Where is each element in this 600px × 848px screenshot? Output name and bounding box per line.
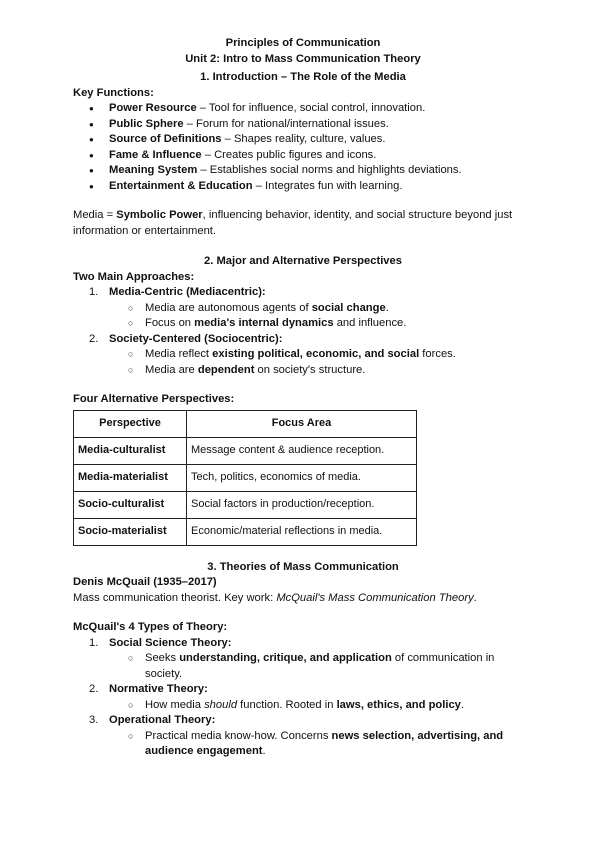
theory-types-list: [73, 636, 533, 760]
section-2-heading: 2. Major and Alternative Perspectives: [204, 255, 402, 267]
list-item: ● Source of Definitions – Shapes reality, culture, values.: [73, 132, 533, 148]
list-item: ○ Focus on media's internal dynamics and influence.: [109, 316, 533, 332]
table-row: [74, 491, 417, 518]
section-1-heading: 1. Introduction – The Role of the Media: [200, 71, 406, 83]
list-item: ○ Media are autonomous agents of social change.: [109, 301, 533, 317]
list-item: 1. Media-Centric (Mediacentric): ○ Media are autonomous agents of social change. ○ Focus on media's internal dynamics and influence.: [73, 285, 533, 332]
list-item: ○ How media should function. Rooted in laws, ethics, and policy.: [109, 698, 533, 714]
perspectives-table: [73, 410, 417, 546]
list-item: ● Fame & Influence – Creates public figures and icons.: [73, 148, 533, 164]
table-cell: Tech, politics, economics of media.: [187, 464, 417, 491]
list-item: 2. Society-Centered (Sociocentric): ○ Media reflect existing political, economic, and social forces. ○ Media are dependent on society's structure.: [73, 332, 533, 379]
list-item: 2. Normative Theory: ○ How media should function. Rooted in laws, ethics, and policy.: [73, 682, 533, 713]
list-item: ● Power Resource – Tool for influence, social control, innovation.: [73, 101, 533, 117]
table-header-row: [74, 410, 417, 437]
list-item: ● Public Sphere – Forum for national/international issues.: [73, 117, 533, 133]
list-item: ○ Media are dependent on society's structure.: [109, 363, 533, 379]
key-functions-list: [73, 101, 533, 194]
two-approaches-label: Two Main Approaches:: [73, 270, 195, 283]
document-page: [73, 36, 533, 760]
table-cell: Media-culturalist: [74, 437, 187, 464]
section-3-heading: 3. Theories of Mass Communication: [207, 560, 399, 573]
table-cell: Socio-culturalist: [74, 491, 187, 518]
table-row: [74, 464, 417, 491]
table-row: [74, 437, 417, 464]
list-item: ● Entertainment & Education – Integrates fun with learning.: [73, 179, 533, 195]
theorist-description: Mass communication theorist. Key work: McQuail's Mass Communication Theory.: [73, 591, 477, 604]
list-item: 1. Social Science Theory: ○ Seeks understanding, critique, and application of communication in society.: [73, 636, 533, 683]
list-item: ○ Media reflect existing political, economic, and social forces.: [109, 347, 533, 363]
list-item: ● Meaning System – Establishes social norms and highlights deviations.: [73, 163, 533, 179]
table-cell: Economic/material reflections in media.: [187, 518, 417, 545]
table-cell: Media-materialist: [74, 464, 187, 491]
four-perspectives-label: Four Alternative Perspectives:: [73, 393, 235, 405]
list-item: ○ Seeks understanding, critique, and application of communication in society.: [109, 651, 533, 682]
list-item: ○ Practical media know-how. Concerns news selection, advertising, and audience engagement.: [109, 729, 533, 760]
theory-types-label: McQuail's 4 Types of Theory:: [73, 621, 228, 633]
list-item: 3. Operational Theory: ○ Practical media know-how. Concerns news selection, advertising, and audience engagement.: [73, 713, 533, 760]
course-title: Principles of Communication: [225, 37, 381, 49]
table-cell: Social factors in production/reception.: [187, 491, 417, 518]
table-cell: Socio-materialist: [74, 518, 187, 545]
table-row: [74, 518, 417, 545]
column-header: Perspective: [74, 410, 187, 437]
theorist-name: Denis McQuail (1935–2017): [73, 576, 217, 588]
approaches-list: [73, 285, 533, 378]
column-header: Focus Area: [187, 410, 417, 437]
key-functions-label: Key Functions:: [73, 86, 154, 99]
symbolic-power-paragraph: Media = Symbolic Power, influencing behavior, identity, and social structure beyond just information or entertainment.: [73, 209, 513, 237]
table-cell: Message content & audience reception.: [187, 437, 417, 464]
unit-title: Unit 2: Intro to Mass Communication Theory: [185, 52, 421, 65]
